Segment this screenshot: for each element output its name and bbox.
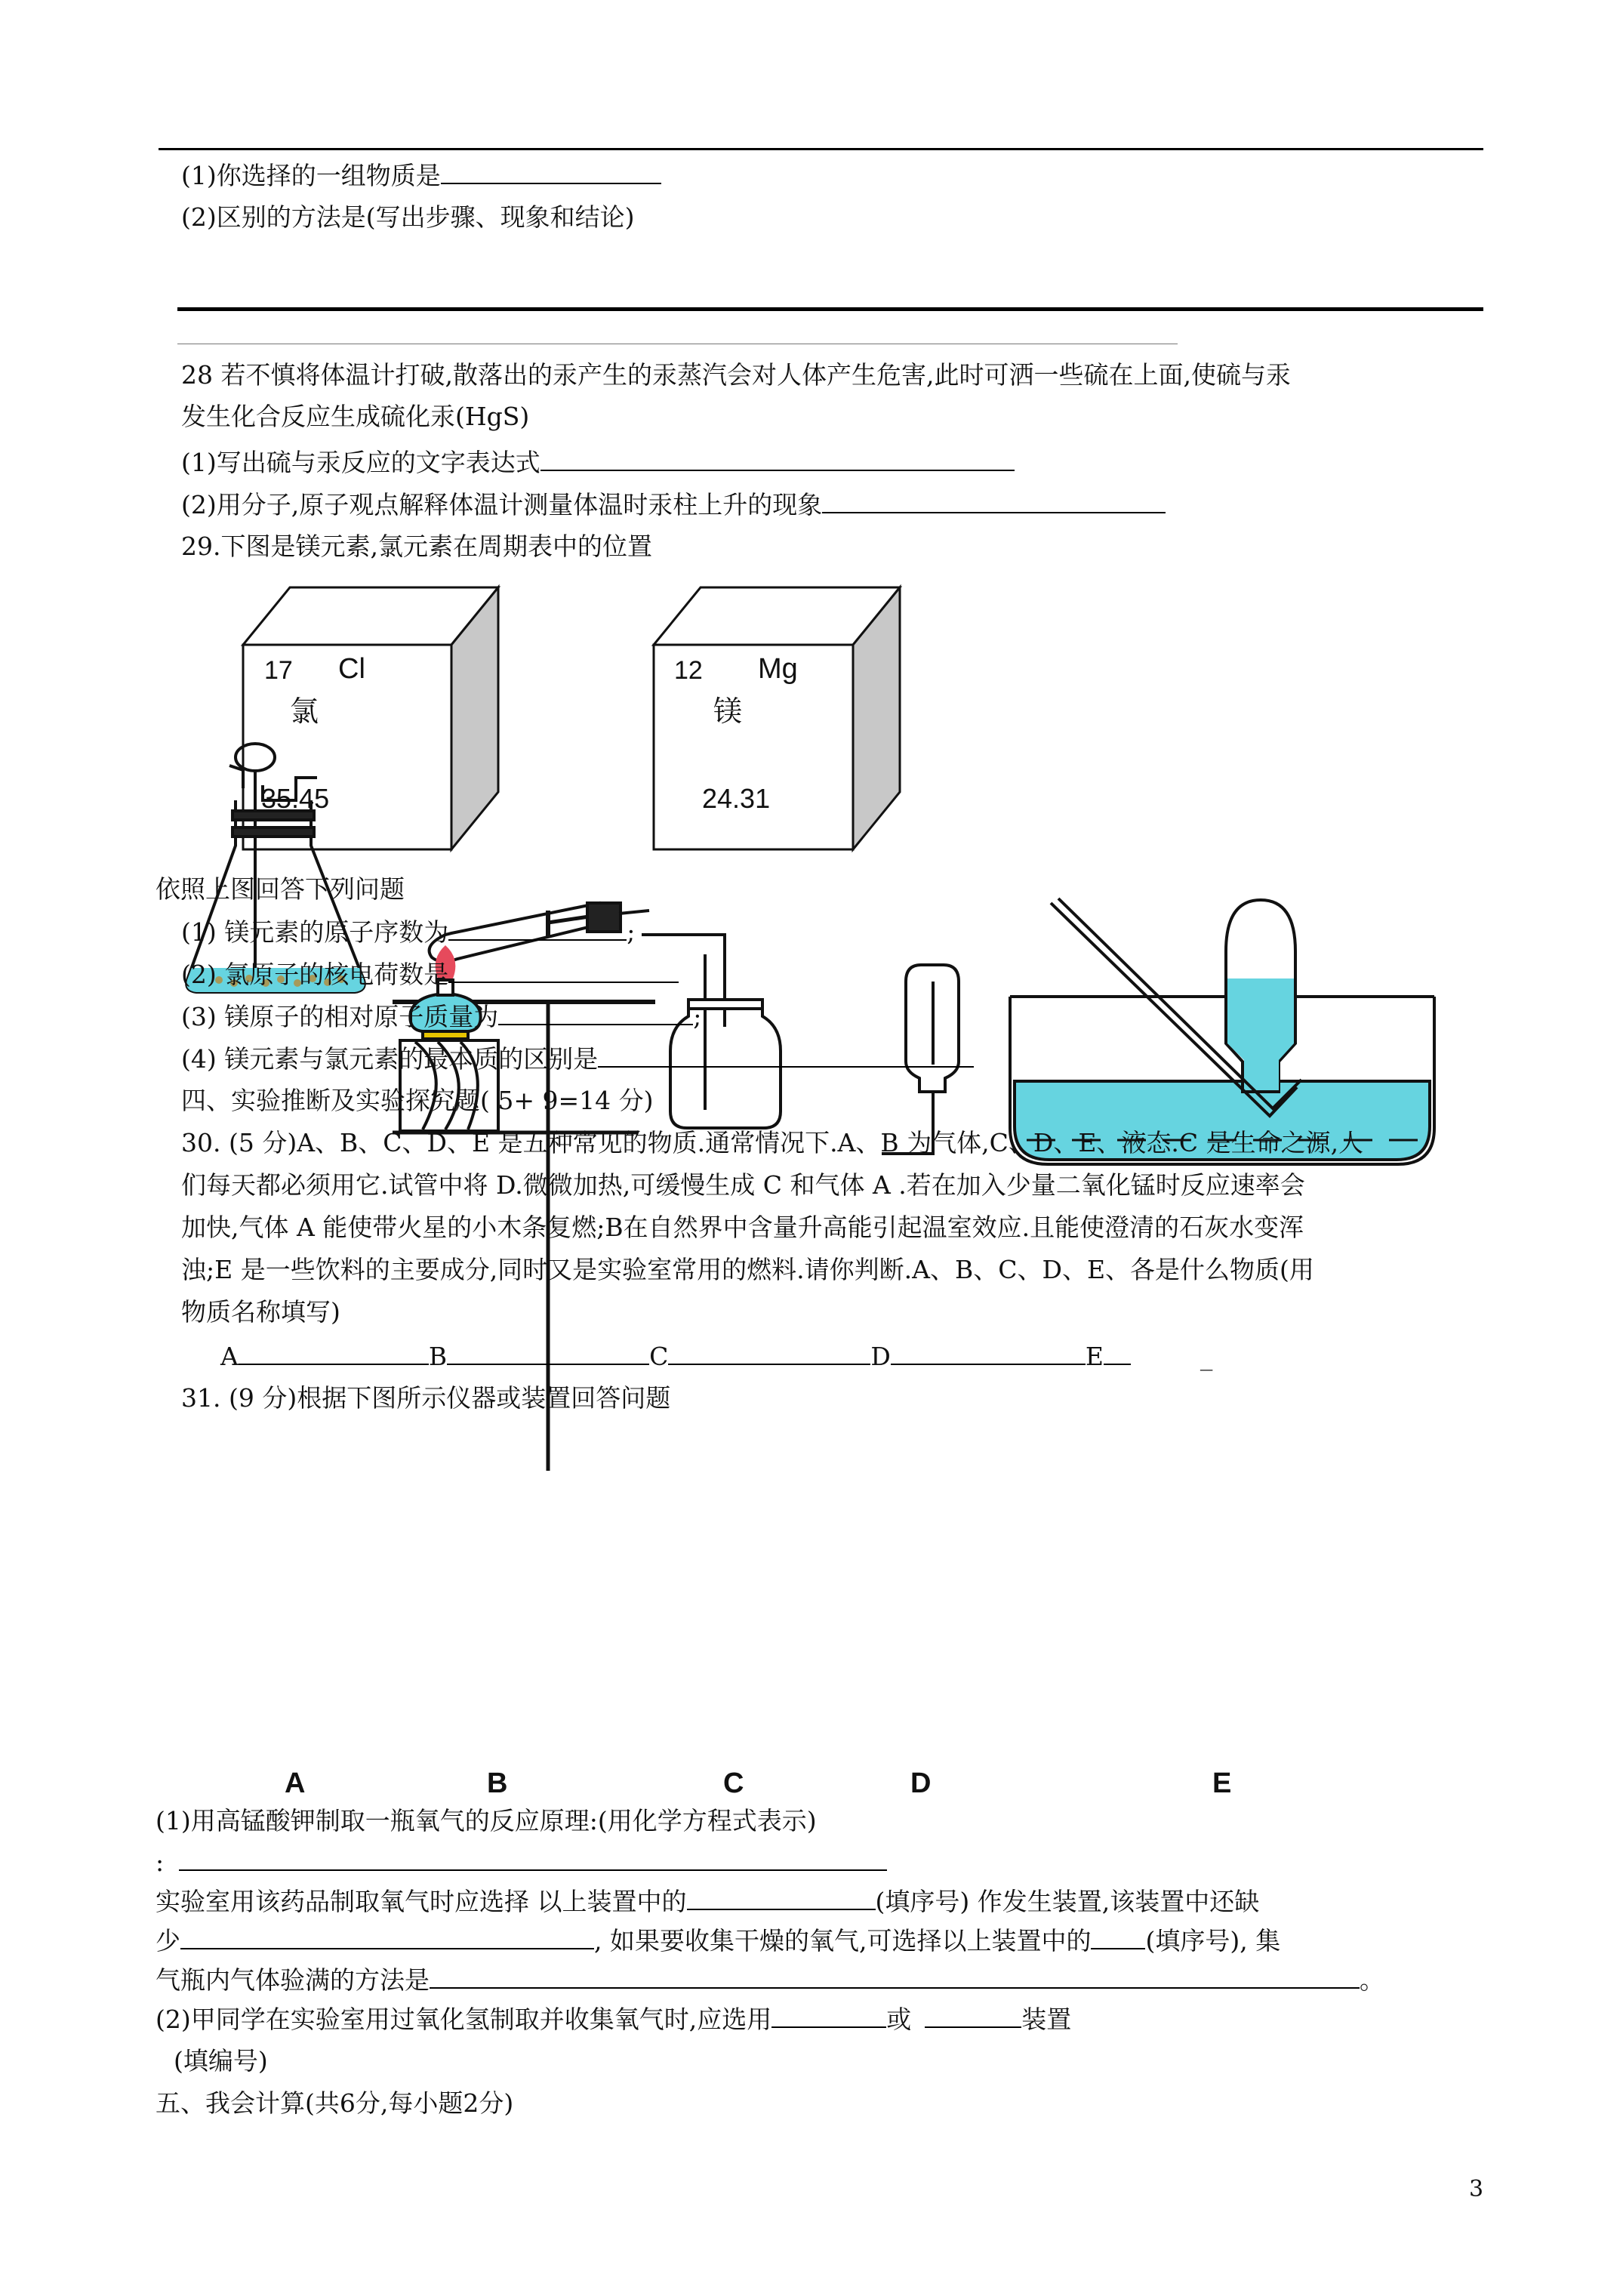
q31-sub2: (2)甲同学在实验室用过氧化氢制取并收集氧气时,应选用 或 装置 [156,2005,1072,2034]
q30-line2: 们每天都必须用它.试管中将 D.微微加热,可缓慢生成 C 和气体 A .若在加入少量二氧化锰时反应速率会 [181,1170,1305,1200]
q30-line5: 物质名称填写) [181,1297,340,1327]
q31-sub2-fill: (填编号) [174,2046,268,2076]
q31-line3: 实验室用该药品制取氧气时应选择 以上装置中的 (填序号) 作发生装置,该装置中还缺 [156,1887,1260,1916]
q31-intro: 31. (9 分)根据下图所示仪器或装置回答问题 [181,1383,671,1413]
apparatus-label-a: A [285,1767,306,1799]
apparatus-label-c: C [723,1767,744,1799]
q31-line4: 少 , 如果要收集干燥的氧气,可选择以上装置中的 (填序号), 集 [156,1926,1281,1955]
cl-atomic-mass: 35.45 [261,783,330,814]
q28-line4: (2)用分子,原子观点解释体温计测量体温时汞柱上升的现象 [181,489,1166,520]
q28-line2: 发生化合反应生成硫化汞(HgS) [181,402,530,431]
mg-atomic-number: 12 [674,656,703,685]
apparatus-e-collecting-bottle [1226,900,1295,1092]
q29-sub3: (3) 镁原子的相对原子质量为 ; [181,1002,702,1031]
apparatus-label-e: E [1212,1767,1232,1799]
q29-intro: 29.下图是镁元素,氯元素在周期表中的位置 [181,532,652,561]
cl-symbol: Cl [338,653,365,685]
q30-line1: 30. (5 分)A、B、C、D、E 是五种常见的物质.通常情况下.A、B 为气体,C、D、E、液态.C 是生命之源,人 [181,1128,1364,1157]
mg-symbol: Mg [758,653,798,685]
section4-heading: 四、实验推断及实验探究题( 5+ 9=14 分) [181,1086,654,1115]
apparatus-label-b: B [487,1767,508,1799]
q27-line2: (2)区别的方法是(写出步骤、现象和结论) [181,202,635,232]
mg-atomic-mass: 24.31 [702,783,771,814]
q29-sub1: (1) 镁元素的原子序数为 ; [181,917,636,947]
q28-line3: (1)写出硫与汞反应的文字表达式 [181,447,1015,478]
q29-sub4: (4) 镁元素与氯元素的最本质的区别是 [181,1043,974,1074]
page-number: 3 [1469,2176,1484,2202]
q31-sub1: (1)用高锰酸钾制取一瓶氧气的反应原理:(用化学方程式表示) [156,1806,817,1835]
q30-line3: 加快,气体 A 能使带火星的小木条复燃;B在自然界中含量升高能引起温室效应.且能使澄清的石灰水变浑 [181,1213,1304,1242]
q28-line1: 28 若不慎将体温计打破,散落出的汞产生的汞蒸汽会对人体产生危害,此时可洒一些硫在上面,使硫与汞 [181,360,1291,390]
q31-colon-line: : [156,1847,887,1878]
q31-line5: 气瓶内气体验满的方法是 。 [156,1965,1384,1995]
mg-name: 镁 [713,695,743,728]
q29-sub2: (2) 氯原子的核电荷数是 [181,959,679,990]
apparatus-label-d: D [910,1767,932,1799]
q27-line1: (1)你选择的一组物质是 [181,160,661,191]
q30-line4: 浊;E 是一些饮料的主要成分,同时又是实验室常用的燃料.请你判断.A、B、C、D、E、各是什么物质(用 [181,1255,1314,1284]
q29-prompt: 依照上图回答下列问题 [156,874,405,904]
section5-heading: 五、我会计算(共6分,每小题2分) [156,2088,514,2118]
q30-answer-line: A B C D E _ [220,1342,1213,1371]
cl-name: 氯 [290,695,319,728]
magnesium-box [654,587,900,849]
cl-atomic-number: 17 [264,656,293,685]
